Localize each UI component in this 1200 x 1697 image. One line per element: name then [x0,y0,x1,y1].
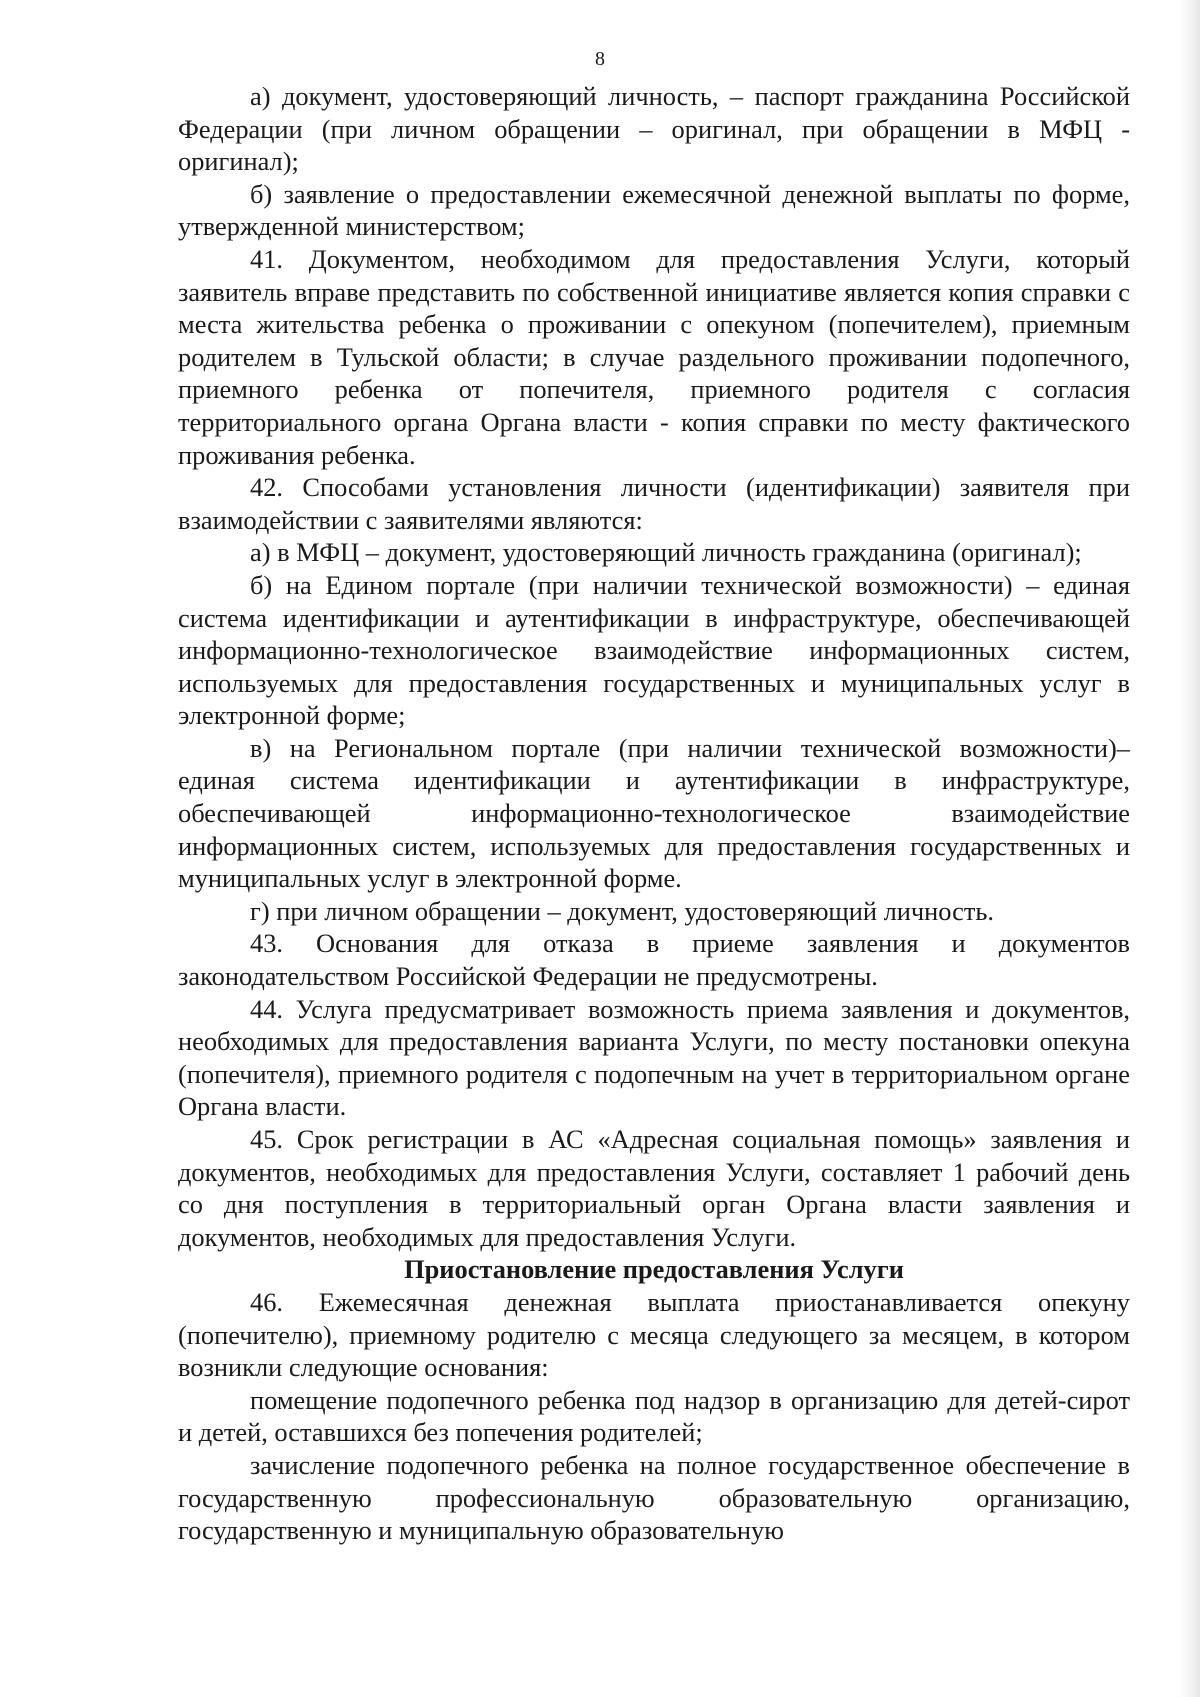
paragraph-42-b: б) на Едином портале (при наличии технической возможности) – единая система идентификации и аутентификации в инфраструктуре, обеспечивающей информационно-технологическое взаимодействие информационных систем, используемых для предоставления государственных и муниципальных услуг в электронной форме; [178,569,1130,731]
paragraph-application-form: б) заявление о предоставлении ежемесячной денежной выплаты по форме, утвержденной министерством; [178,178,1130,242]
paragraph-42: 42. Способами установления личности (идентификации) заявителя при взаимодействии с заявителями являются: [178,472,1130,535]
paragraph-identity-document: а) документ, удостоверяющий личность, – паспорт гражданина Российской Федерации (при личном обращении – оригинал, при обращении в МФЦ - оригинал); [178,81,1130,177]
paragraph-41: 41. Документом, необходимом для предоставления Услуги, который заявитель вправе представить по собственной инициативе является копия справки с места жительства ребенка о проживании с опекуном (попечителем), приемным родителем в Тульской области; в случае раздельного проживании подопечного, приемного ребенка от попечителя, приемного родителя с согласия территориального органа Органа власти - копия справки по месту фактического проживания ребенка. [178,243,1130,470]
paragraph-46-placement: помещение подопечного ребенка под надзор в организацию для детей-сирот и детей, оставшихся без попечения родителей; [178,1384,1130,1448]
paragraph-43: 43. Основания для отказа в приеме заявления и документов законодательством Российской Федерации не предусмотрены. [178,928,1130,992]
document-body [178,80,1130,1547]
paragraph-42-g: г) при личном обращении – документ, удостоверяющий личность. [250,895,995,926]
paragraph-45: 45. Срок регистрации в АС «Адресная социальная помощь» заявления и документов, необходимых для предоставления Услуги, составляет 1 рабочий день со дня поступления в территориальный орган Органа власти заявления и документов, необходимых для предоставления Услуги. [178,1124,1130,1252]
section-heading: Приостановление предоставления Услуги [404,1254,904,1285]
paragraph-46-enrollment: зачисление подопечного ребенка на полное государственное обеспечение в государственную профессиональную образовательную организацию, государственную и муниципальную образовательную [178,1449,1130,1546]
scan-edge-shadow [1178,0,1200,1697]
paragraph-46: 46. Ежемесячная денежная выплата приостанавливается опекуну (попечителю), приемному родителю с месяца следующего за месяцем, в котором возникли следующие основания: [178,1286,1130,1383]
paragraph-44: 44. Услуга предусматривает возможность приема заявления и документов, необходимых для предоставления варианта Услуги, по месту постановки опекуна (попечителя), приемного родителя с подопечным на учет в территориальном органе Органа власти. [178,993,1130,1122]
paragraph-42-a: а) в МФЦ – документ, удостоверяющий личность гражданина (оригинал); [250,537,1082,568]
paragraph-42-v: в) на Региональном портале (при наличии технической возможности)– единая система идентификации и аутентификации в инфраструктуре, обеспечивающей информационно-технологическое взаимодействие информационных систем, используемых для предоставления государственных и муниципальных услуг в электронной форме. [178,732,1130,894]
page-number: 8 [595,48,605,70]
